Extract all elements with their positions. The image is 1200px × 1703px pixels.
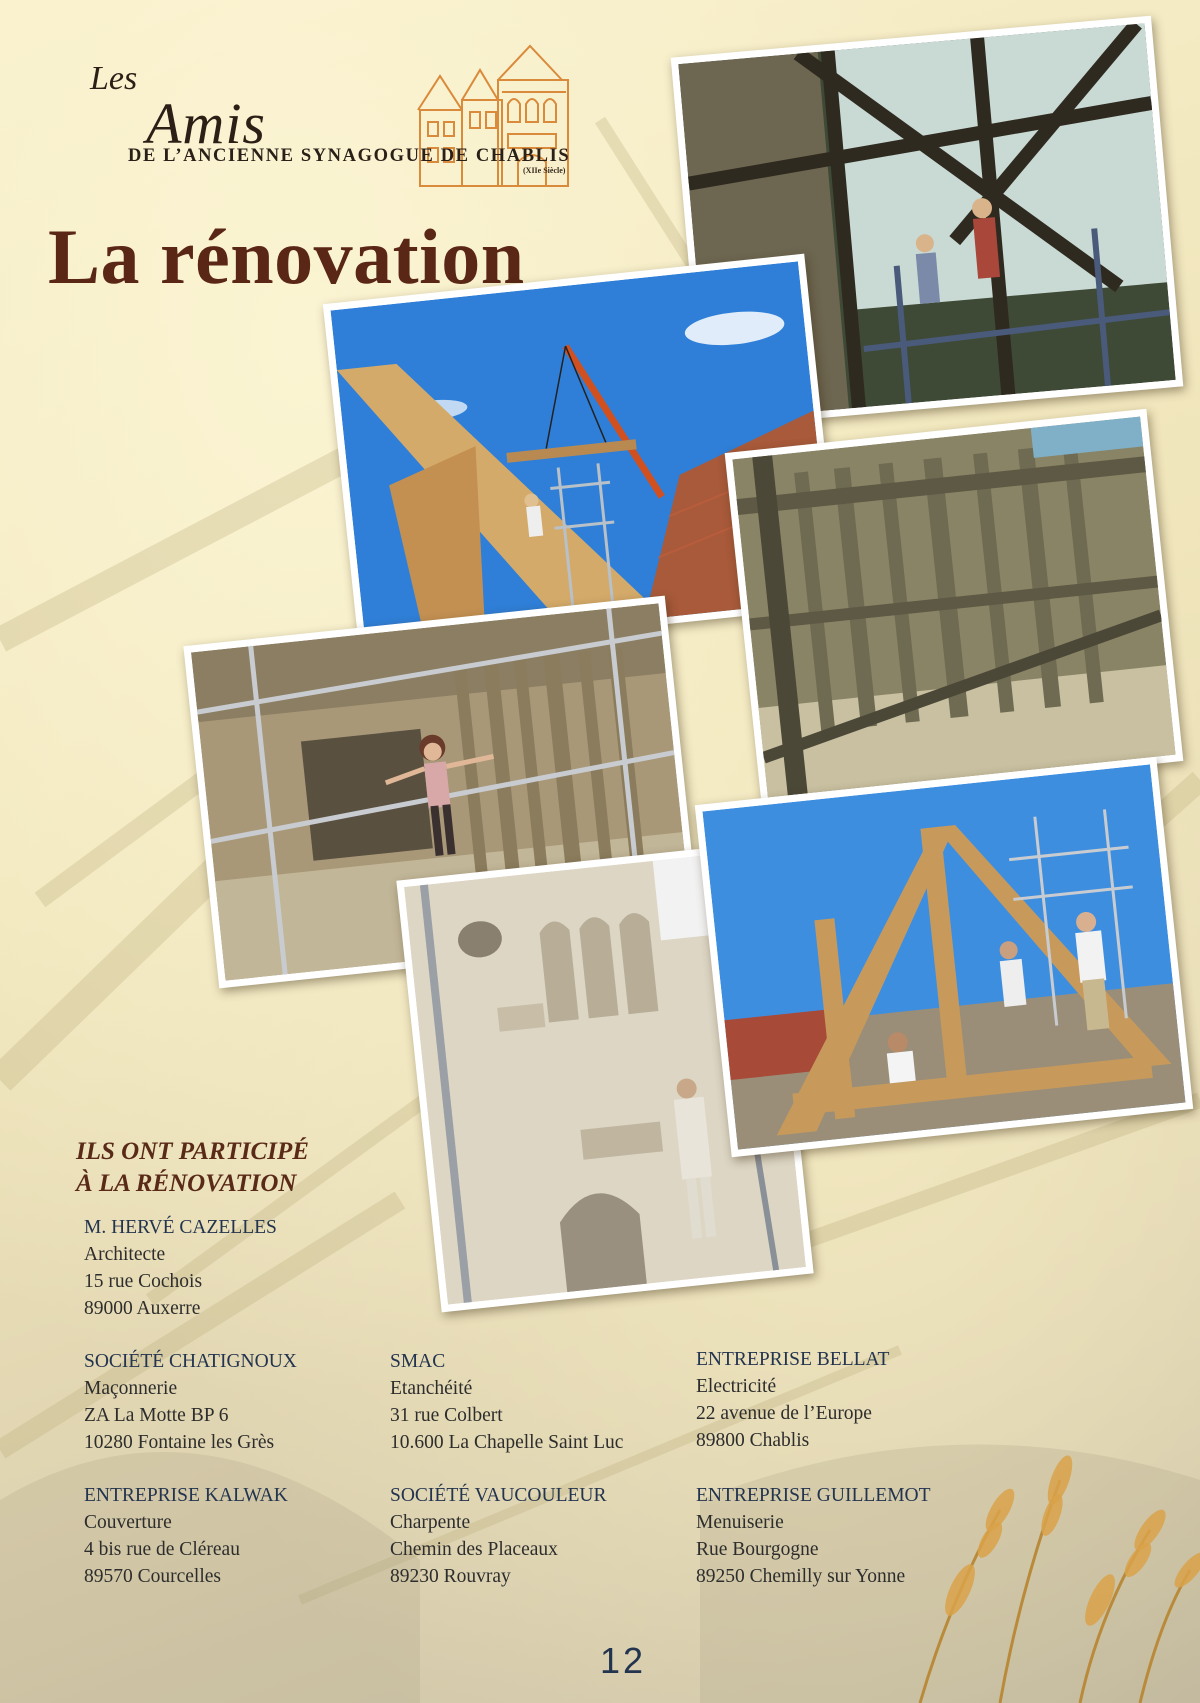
credit-address: Chemin des Placeaux [390, 1539, 558, 1560]
credit-name: ENTREPRISE KALWAK [84, 1485, 288, 1506]
association-logo [70, 40, 630, 190]
credit-role: Architecte [84, 1244, 166, 1265]
logo-subtitle: DE L’ANCIENNE SYNAGOGUE DE CHABLIS [128, 146, 571, 166]
credit-address: 15 rue Cochois [84, 1271, 203, 1292]
credit-role: Electricité [696, 1376, 777, 1397]
credit-name: SOCIÉTÉ VAUCOULEUR [390, 1485, 607, 1506]
credit-role: Charpente [390, 1512, 471, 1533]
credit-city: 89570 Courcelles [84, 1566, 222, 1587]
credit-city: 89230 Rouvray [390, 1566, 511, 1587]
credit-name: ENTREPRISE BELLAT [696, 1349, 890, 1370]
credit-entry-architect [84, 1214, 394, 1322]
logo-century: (XIIe Siècle) [523, 166, 566, 175]
credit-address: 22 avenue de l’Europe [696, 1403, 872, 1424]
photo-timber-wall [725, 409, 1184, 805]
timber-wall-image [732, 417, 1175, 798]
credit-role: Menuiserie [696, 1512, 784, 1533]
page-number: 12 [600, 1640, 647, 1681]
credit-entry-electricity [696, 1346, 1006, 1454]
credit-entry-masonry [84, 1348, 394, 1456]
credit-entry-carpentry [390, 1482, 700, 1590]
credit-role: Couverture [84, 1512, 172, 1533]
credits-heading-line2: À LA RÉNOVATION [76, 1170, 297, 1197]
photo-roof-truss [695, 757, 1193, 1158]
credits-heading [76, 1136, 309, 1200]
credit-address: Rue Bourgogne [696, 1539, 819, 1560]
credits-heading-line1: ILS ONT PARTICIPÉ [76, 1138, 309, 1165]
credit-address: 31 rue Colbert [390, 1405, 503, 1426]
logo-amis: Amis [146, 91, 266, 156]
logo-les: Les [90, 60, 138, 97]
credit-city: 10.600 La Chapelle Saint Luc [390, 1432, 624, 1453]
credit-name: SOCIÉTÉ CHATIGNOUX [84, 1351, 297, 1372]
credit-city: 10280 Fontaine les Grès [84, 1432, 275, 1453]
roof-truss-image [702, 764, 1185, 1149]
credit-entry-waterproofing [390, 1348, 700, 1456]
credit-address: 4 bis rue de Cléreau [84, 1539, 240, 1560]
page-title: La rénovation [48, 213, 525, 300]
credit-address: ZA La Motte BP 6 [84, 1405, 229, 1426]
credit-name: M. HERVÉ CAZELLES [84, 1217, 277, 1238]
credit-entry-roofing [84, 1482, 394, 1590]
credit-name: SMAC [390, 1351, 446, 1372]
credit-name: ENTREPRISE GUILLEMOT [696, 1485, 931, 1506]
credit-city: 89000 Auxerre [84, 1298, 201, 1319]
credit-entry-joinery [696, 1482, 1006, 1590]
credit-city: 89250 Chemilly sur Yonne [696, 1566, 906, 1587]
credit-role: Etanchéité [390, 1378, 473, 1399]
credit-city: 89800 Chablis [696, 1430, 810, 1451]
credit-role: Maçonnerie [84, 1378, 178, 1399]
